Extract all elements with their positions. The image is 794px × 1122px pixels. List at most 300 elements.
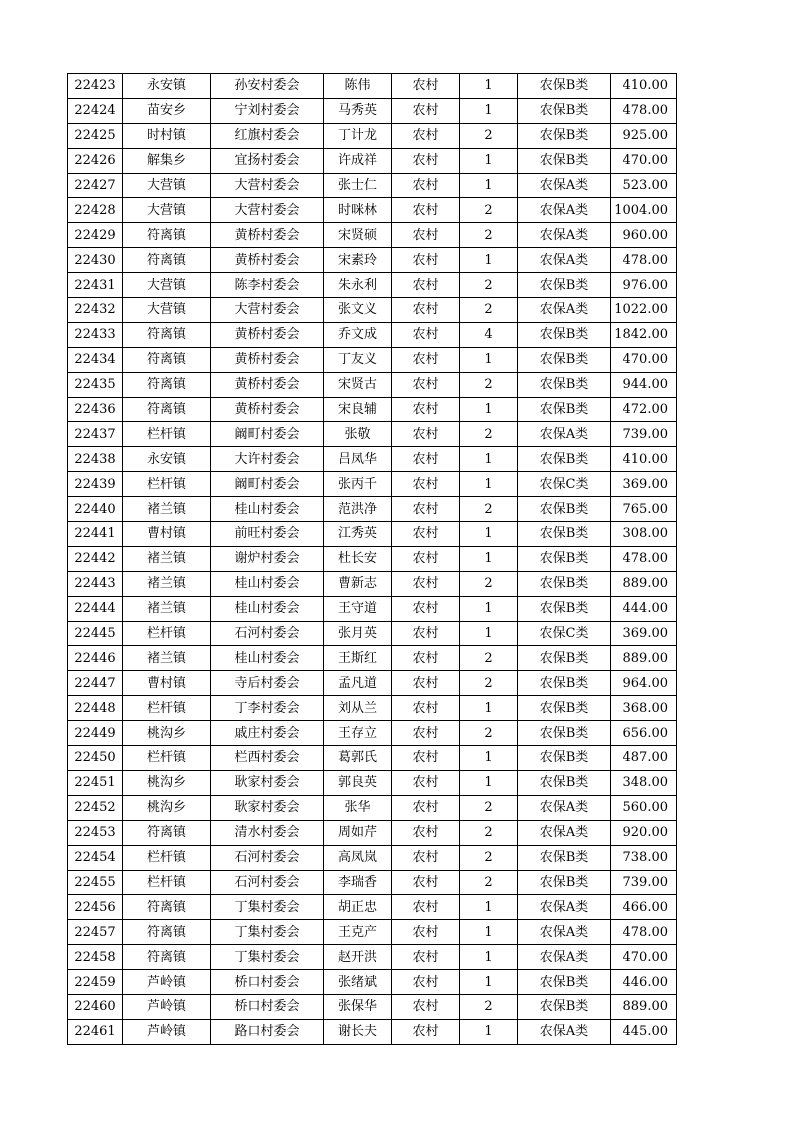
record-id-cell: 22442 — [68, 546, 123, 571]
category-cell: 农保C类 — [518, 621, 611, 646]
town-cell: 栏杆镇 — [123, 696, 211, 721]
household-count-cell: 2 — [460, 571, 518, 596]
area-type-cell: 农村 — [392, 98, 460, 123]
amount-cell: 560.00 — [611, 795, 677, 820]
town-cell: 曹村镇 — [123, 671, 211, 696]
name-cell: 时咪林 — [324, 198, 392, 223]
amount-cell: 1004.00 — [611, 198, 677, 223]
category-cell: 农保A类 — [518, 223, 611, 248]
area-type-cell: 农村 — [392, 994, 460, 1019]
amount-cell: 889.00 — [611, 571, 677, 596]
town-cell: 桃沟乡 — [123, 795, 211, 820]
village-committee-cell: 孙安村委会 — [211, 74, 324, 99]
amount-cell: 472.00 — [611, 397, 677, 422]
household-count-cell: 1 — [460, 546, 518, 571]
household-count-cell: 1 — [460, 596, 518, 621]
record-id-cell: 22433 — [68, 322, 123, 347]
name-cell: 李瑞香 — [324, 870, 392, 895]
records-table — [67, 73, 677, 1045]
amount-cell: 445.00 — [611, 1019, 677, 1044]
amount-cell: 470.00 — [611, 347, 677, 372]
amount-cell: 1842.00 — [611, 322, 677, 347]
area-type-cell: 农村 — [392, 273, 460, 298]
name-cell: 张敬 — [324, 422, 392, 447]
record-id-cell: 22441 — [68, 522, 123, 547]
name-cell: 周如芹 — [324, 820, 392, 845]
household-count-cell: 1 — [460, 895, 518, 920]
area-type-cell: 农村 — [392, 596, 460, 621]
area-type-cell: 农村 — [392, 497, 460, 522]
record-id-cell: 22432 — [68, 298, 123, 323]
category-cell: 农保B类 — [518, 671, 611, 696]
town-cell: 符离镇 — [123, 945, 211, 970]
area-type-cell: 农村 — [392, 298, 460, 323]
table-row — [68, 945, 677, 970]
area-type-cell: 农村 — [392, 621, 460, 646]
town-cell: 芦岭镇 — [123, 994, 211, 1019]
amount-cell: 487.00 — [611, 746, 677, 771]
category-cell: 农保B类 — [518, 497, 611, 522]
village-committee-cell: 阚町村委会 — [211, 472, 324, 497]
name-cell: 吕凤华 — [324, 447, 392, 472]
amount-cell: 369.00 — [611, 621, 677, 646]
amount-cell: 964.00 — [611, 671, 677, 696]
record-id-cell: 22434 — [68, 347, 123, 372]
village-committee-cell: 黄桥村委会 — [211, 322, 324, 347]
area-type-cell: 农村 — [392, 770, 460, 795]
name-cell: 许成祥 — [324, 148, 392, 173]
name-cell: 丁计龙 — [324, 123, 392, 148]
town-cell: 大营镇 — [123, 273, 211, 298]
name-cell: 江秀英 — [324, 522, 392, 547]
amount-cell: 410.00 — [611, 74, 677, 99]
category-cell: 农保A类 — [518, 173, 611, 198]
town-cell: 符离镇 — [123, 920, 211, 945]
category-cell: 农保A类 — [518, 895, 611, 920]
household-count-cell: 1 — [460, 522, 518, 547]
household-count-cell: 1 — [460, 347, 518, 372]
household-count-cell: 1 — [460, 746, 518, 771]
village-committee-cell: 丁李村委会 — [211, 696, 324, 721]
category-cell: 农保A类 — [518, 248, 611, 273]
name-cell: 马秀英 — [324, 98, 392, 123]
village-committee-cell: 黄桥村委会 — [211, 397, 324, 422]
village-committee-cell: 丁集村委会 — [211, 920, 324, 945]
record-id-cell: 22452 — [68, 795, 123, 820]
area-type-cell: 农村 — [392, 571, 460, 596]
amount-cell: 889.00 — [611, 646, 677, 671]
record-id-cell: 22451 — [68, 770, 123, 795]
name-cell: 朱永利 — [324, 273, 392, 298]
amount-cell: 738.00 — [611, 845, 677, 870]
table-row — [68, 895, 677, 920]
town-cell: 符离镇 — [123, 372, 211, 397]
record-id-cell: 22443 — [68, 571, 123, 596]
name-cell: 王存立 — [324, 721, 392, 746]
category-cell: 农保A类 — [518, 795, 611, 820]
village-committee-cell: 大营村委会 — [211, 298, 324, 323]
table-row — [68, 322, 677, 347]
table-row — [68, 198, 677, 223]
town-cell: 符离镇 — [123, 223, 211, 248]
record-id-cell: 22444 — [68, 596, 123, 621]
village-committee-cell: 桥口村委会 — [211, 970, 324, 995]
town-cell: 芦岭镇 — [123, 970, 211, 995]
area-type-cell: 农村 — [392, 696, 460, 721]
amount-cell: 765.00 — [611, 497, 677, 522]
household-count-cell: 2 — [460, 721, 518, 746]
record-id-cell: 22427 — [68, 173, 123, 198]
village-committee-cell: 丁集村委会 — [211, 895, 324, 920]
record-id-cell: 22459 — [68, 970, 123, 995]
amount-cell: 925.00 — [611, 123, 677, 148]
amount-cell: 369.00 — [611, 472, 677, 497]
amount-cell: 656.00 — [611, 721, 677, 746]
record-id-cell: 22425 — [68, 123, 123, 148]
village-committee-cell: 桂山村委会 — [211, 646, 324, 671]
village-committee-cell: 黄桥村委会 — [211, 223, 324, 248]
record-id-cell: 22438 — [68, 447, 123, 472]
name-cell: 刘从兰 — [324, 696, 392, 721]
household-count-cell: 2 — [460, 845, 518, 870]
town-cell: 栏杆镇 — [123, 870, 211, 895]
village-committee-cell: 大营村委会 — [211, 173, 324, 198]
town-cell: 芦岭镇 — [123, 1019, 211, 1044]
area-type-cell: 农村 — [392, 870, 460, 895]
record-id-cell: 22437 — [68, 422, 123, 447]
amount-cell: 410.00 — [611, 447, 677, 472]
record-id-cell: 22454 — [68, 845, 123, 870]
town-cell: 栏杆镇 — [123, 621, 211, 646]
village-committee-cell: 大营村委会 — [211, 198, 324, 223]
amount-cell: 470.00 — [611, 945, 677, 970]
record-id-cell: 22426 — [68, 148, 123, 173]
village-committee-cell: 大许村委会 — [211, 447, 324, 472]
category-cell: 农保B类 — [518, 522, 611, 547]
category-cell: 农保B类 — [518, 994, 611, 1019]
household-count-cell: 2 — [460, 422, 518, 447]
name-cell: 张月英 — [324, 621, 392, 646]
area-type-cell: 农村 — [392, 845, 460, 870]
amount-cell: 976.00 — [611, 273, 677, 298]
amount-cell: 1022.00 — [611, 298, 677, 323]
area-type-cell: 农村 — [392, 546, 460, 571]
household-count-cell: 1 — [460, 173, 518, 198]
category-cell: 农保A类 — [518, 820, 611, 845]
category-cell: 农保B类 — [518, 646, 611, 671]
table-row — [68, 671, 677, 696]
table-row — [68, 795, 677, 820]
category-cell: 农保B类 — [518, 123, 611, 148]
area-type-cell: 农村 — [392, 223, 460, 248]
household-count-cell: 2 — [460, 994, 518, 1019]
category-cell: 农保A类 — [518, 945, 611, 970]
area-type-cell: 农村 — [392, 746, 460, 771]
name-cell: 宋素玲 — [324, 248, 392, 273]
village-committee-cell: 宜扬村委会 — [211, 148, 324, 173]
record-id-cell: 22436 — [68, 397, 123, 422]
record-id-cell: 22429 — [68, 223, 123, 248]
area-type-cell: 农村 — [392, 820, 460, 845]
village-committee-cell: 桥口村委会 — [211, 994, 324, 1019]
village-committee-cell: 桂山村委会 — [211, 571, 324, 596]
village-committee-cell: 黄桥村委会 — [211, 248, 324, 273]
town-cell: 褚兰镇 — [123, 596, 211, 621]
record-id-cell: 22435 — [68, 372, 123, 397]
area-type-cell: 农村 — [392, 198, 460, 223]
town-cell: 符离镇 — [123, 248, 211, 273]
category-cell: 农保B类 — [518, 746, 611, 771]
village-committee-cell: 前旺村委会 — [211, 522, 324, 547]
record-id-cell: 22461 — [68, 1019, 123, 1044]
household-count-cell: 2 — [460, 795, 518, 820]
village-committee-cell: 红旗村委会 — [211, 123, 324, 148]
category-cell: 农保B类 — [518, 347, 611, 372]
category-cell: 农保B类 — [518, 596, 611, 621]
table-row — [68, 770, 677, 795]
area-type-cell: 农村 — [392, 74, 460, 99]
village-committee-cell: 黄桥村委会 — [211, 372, 324, 397]
category-cell: 农保B类 — [518, 322, 611, 347]
table-row — [68, 298, 677, 323]
village-committee-cell: 栏西村委会 — [211, 746, 324, 771]
table-row — [68, 98, 677, 123]
amount-cell: 920.00 — [611, 820, 677, 845]
name-cell: 王守道 — [324, 596, 392, 621]
table-row — [68, 994, 677, 1019]
category-cell: 农保A类 — [518, 1019, 611, 1044]
area-type-cell: 农村 — [392, 173, 460, 198]
record-id-cell: 22456 — [68, 895, 123, 920]
village-committee-cell: 阚町村委会 — [211, 422, 324, 447]
household-count-cell: 1 — [460, 920, 518, 945]
town-cell: 符离镇 — [123, 895, 211, 920]
amount-cell: 368.00 — [611, 696, 677, 721]
record-id-cell: 22457 — [68, 920, 123, 945]
table-row — [68, 870, 677, 895]
table-row — [68, 596, 677, 621]
amount-cell: 944.00 — [611, 372, 677, 397]
records-table-body — [68, 74, 677, 1045]
amount-cell: 478.00 — [611, 920, 677, 945]
town-cell: 符离镇 — [123, 347, 211, 372]
village-committee-cell: 寺后村委会 — [211, 671, 324, 696]
amount-cell: 446.00 — [611, 970, 677, 995]
amount-cell: 470.00 — [611, 148, 677, 173]
household-count-cell: 2 — [460, 223, 518, 248]
name-cell: 宋良辅 — [324, 397, 392, 422]
village-committee-cell: 耿家村委会 — [211, 795, 324, 820]
area-type-cell: 农村 — [392, 671, 460, 696]
village-committee-cell: 路口村委会 — [211, 1019, 324, 1044]
table-row — [68, 820, 677, 845]
table-row — [68, 173, 677, 198]
area-type-cell: 农村 — [392, 970, 460, 995]
name-cell: 王克产 — [324, 920, 392, 945]
category-cell: 农保B类 — [518, 721, 611, 746]
name-cell: 高凤岚 — [324, 845, 392, 870]
record-id-cell: 22453 — [68, 820, 123, 845]
amount-cell: 739.00 — [611, 422, 677, 447]
name-cell: 宋贤硕 — [324, 223, 392, 248]
table-row — [68, 347, 677, 372]
table-row — [68, 970, 677, 995]
village-committee-cell: 石河村委会 — [211, 870, 324, 895]
table-row — [68, 273, 677, 298]
category-cell: 农保B类 — [518, 447, 611, 472]
household-count-cell: 2 — [460, 671, 518, 696]
category-cell: 农保B类 — [518, 970, 611, 995]
amount-cell: 889.00 — [611, 994, 677, 1019]
area-type-cell: 农村 — [392, 895, 460, 920]
amount-cell: 478.00 — [611, 98, 677, 123]
household-count-cell: 2 — [460, 123, 518, 148]
area-type-cell: 农村 — [392, 920, 460, 945]
area-type-cell: 农村 — [392, 1019, 460, 1044]
household-count-cell: 2 — [460, 273, 518, 298]
table-row — [68, 522, 677, 547]
village-committee-cell: 陈李村委会 — [211, 273, 324, 298]
name-cell: 杜长安 — [324, 546, 392, 571]
name-cell: 宋贤古 — [324, 372, 392, 397]
area-type-cell: 农村 — [392, 472, 460, 497]
town-cell: 解集乡 — [123, 148, 211, 173]
area-type-cell: 农村 — [392, 347, 460, 372]
area-type-cell: 农村 — [392, 795, 460, 820]
area-type-cell: 农村 — [392, 322, 460, 347]
amount-cell: 444.00 — [611, 596, 677, 621]
table-row — [68, 721, 677, 746]
village-committee-cell: 石河村委会 — [211, 621, 324, 646]
name-cell: 胡正忠 — [324, 895, 392, 920]
category-cell: 农保A类 — [518, 920, 611, 945]
category-cell: 农保A类 — [518, 198, 611, 223]
record-id-cell: 22448 — [68, 696, 123, 721]
household-count-cell: 1 — [460, 770, 518, 795]
amount-cell: 523.00 — [611, 173, 677, 198]
town-cell: 褚兰镇 — [123, 646, 211, 671]
record-id-cell: 22460 — [68, 994, 123, 1019]
record-id-cell: 22423 — [68, 74, 123, 99]
town-cell: 永安镇 — [123, 447, 211, 472]
name-cell: 张绪斌 — [324, 970, 392, 995]
record-id-cell: 22458 — [68, 945, 123, 970]
table-row — [68, 646, 677, 671]
town-cell: 褚兰镇 — [123, 497, 211, 522]
table-row — [68, 497, 677, 522]
town-cell: 桃沟乡 — [123, 770, 211, 795]
area-type-cell: 农村 — [392, 422, 460, 447]
record-id-cell: 22446 — [68, 646, 123, 671]
record-id-cell: 22439 — [68, 472, 123, 497]
name-cell: 王斯红 — [324, 646, 392, 671]
category-cell: 农保A类 — [518, 422, 611, 447]
record-id-cell: 22424 — [68, 98, 123, 123]
town-cell: 栏杆镇 — [123, 845, 211, 870]
record-id-cell: 22430 — [68, 248, 123, 273]
household-count-cell: 1 — [460, 621, 518, 646]
town-cell: 永安镇 — [123, 74, 211, 99]
record-id-cell: 22431 — [68, 273, 123, 298]
category-cell: 农保B类 — [518, 696, 611, 721]
category-cell: 农保B类 — [518, 870, 611, 895]
town-cell: 大营镇 — [123, 173, 211, 198]
household-count-cell: 1 — [460, 1019, 518, 1044]
category-cell: 农保B类 — [518, 273, 611, 298]
category-cell: 农保C类 — [518, 472, 611, 497]
household-count-cell: 1 — [460, 970, 518, 995]
household-count-cell: 1 — [460, 447, 518, 472]
record-id-cell: 22440 — [68, 497, 123, 522]
town-cell: 褚兰镇 — [123, 546, 211, 571]
name-cell: 孟凡道 — [324, 671, 392, 696]
village-committee-cell: 桂山村委会 — [211, 497, 324, 522]
name-cell: 陈伟 — [324, 74, 392, 99]
amount-cell: 308.00 — [611, 522, 677, 547]
area-type-cell: 农村 — [392, 123, 460, 148]
town-cell: 苗安乡 — [123, 98, 211, 123]
town-cell: 桃沟乡 — [123, 721, 211, 746]
amount-cell: 478.00 — [611, 546, 677, 571]
table-row — [68, 422, 677, 447]
table-row — [68, 1019, 677, 1044]
village-committee-cell: 宁刘村委会 — [211, 98, 324, 123]
area-type-cell: 农村 — [392, 721, 460, 746]
record-id-cell: 22449 — [68, 721, 123, 746]
name-cell: 葛郭氏 — [324, 746, 392, 771]
table-row — [68, 621, 677, 646]
table-row — [68, 74, 677, 99]
category-cell: 农保B类 — [518, 546, 611, 571]
town-cell: 栏杆镇 — [123, 422, 211, 447]
name-cell: 张丙千 — [324, 472, 392, 497]
area-type-cell: 农村 — [392, 372, 460, 397]
category-cell: 农保B类 — [518, 74, 611, 99]
category-cell: 农保B类 — [518, 770, 611, 795]
name-cell: 张士仁 — [324, 173, 392, 198]
category-cell: 农保B类 — [518, 372, 611, 397]
name-cell: 张文义 — [324, 298, 392, 323]
area-type-cell: 农村 — [392, 397, 460, 422]
amount-cell: 478.00 — [611, 248, 677, 273]
household-count-cell: 1 — [460, 472, 518, 497]
table-row — [68, 472, 677, 497]
town-cell: 符离镇 — [123, 820, 211, 845]
table-row — [68, 397, 677, 422]
town-cell: 符离镇 — [123, 322, 211, 347]
table-row — [68, 845, 677, 870]
category-cell: 农保B类 — [518, 397, 611, 422]
household-count-cell: 1 — [460, 945, 518, 970]
table-row — [68, 696, 677, 721]
name-cell: 谢长夫 — [324, 1019, 392, 1044]
household-count-cell: 1 — [460, 397, 518, 422]
household-count-cell: 1 — [460, 98, 518, 123]
area-type-cell: 农村 — [392, 646, 460, 671]
household-count-cell: 1 — [460, 248, 518, 273]
village-committee-cell: 石河村委会 — [211, 845, 324, 870]
household-count-cell: 4 — [460, 322, 518, 347]
town-cell: 大营镇 — [123, 198, 211, 223]
table-row — [68, 447, 677, 472]
amount-cell: 466.00 — [611, 895, 677, 920]
category-cell: 农保B类 — [518, 845, 611, 870]
name-cell: 赵开洪 — [324, 945, 392, 970]
household-count-cell: 2 — [460, 298, 518, 323]
town-cell: 时村镇 — [123, 123, 211, 148]
table-row — [68, 920, 677, 945]
household-count-cell: 2 — [460, 497, 518, 522]
